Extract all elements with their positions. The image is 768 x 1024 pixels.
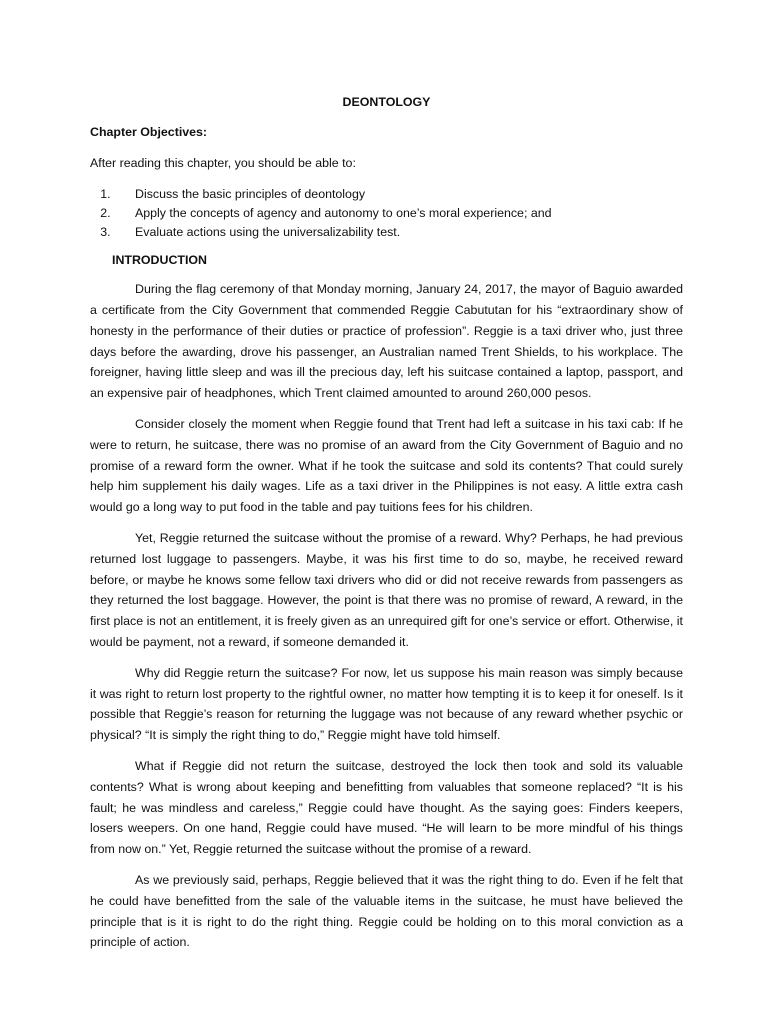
body-paragraph: What if Reggie did not return the suitcase, destroyed the lock then took and sold its valuable contents? What is wrong about keeping and benefitting from valuables that someone replaced? “It is his fault; he was mindless and careless,” Reggie could have thought. As the saying goes: Finders keepers, losers weepers. On one hand, Reggie could have mused. “He will learn to be more mindful of his things from now on.” Yet, Reggie returned the suitcase without the promise of a reward.: [90, 758, 683, 857]
objectives-intro: After reading this chapter, you should be able to:: [90, 155, 356, 170]
objective-item: 2. Apply the concepts of agency and autonomy to one’s moral experience; and: [114, 204, 683, 223]
body-paragraph: During the flag ceremony of that Monday morning, January 24, 2017, the mayor of Baguio awarded a certificate from the City Government that commended Reggie Cabututan for his “extraordinary show of honesty in the performance of their duties or practice of profession”. Reggie is a taxi driver who, just three days before the awarding, drove his passenger, an Australian named Trent Shields, to his workplace. The foreigner, having little sleep and was ill the precious day, left his suitcase contained a laptop, passport, and an expensive pair of headphones, which Trent claimed amounted to around 260,000 pesos.: [90, 282, 683, 401]
objective-item: 1. Discuss the basic principles of deontology: [114, 185, 683, 204]
body-paragraph: Consider closely the moment when Reggie found that Trent had left a suitcase in his taxi cab: If he were to return, he suitcase, there was no promise of an award from the City Government of Baguio and no promise of a reward form the owner. What if he took the suitcase and sold its contents? That could surely help him supplement his daily wages. Life as a taxi driver in the Philippines is not easy. A little extra cash would go a long way to put food in the table and pay tuitions fees for his children.: [90, 416, 683, 515]
objectives-heading: Chapter Objectives:: [90, 124, 208, 139]
introduction-heading: INTRODUCTION: [112, 253, 207, 268]
document-title: DEONTOLOGY: [342, 95, 431, 109]
body-paragraph: Yet, Reggie returned the suitcase without the promise of a reward. Why? Perhaps, he had previous returned lost luggage to passengers. Maybe, it was his first time to do so, maybe, he received reward before, or maybe he knows some fellow taxi drivers who did or did not receive rewards from passengers as they returned the lost baggage. However, the point is that there was no promise of reward, A reward, in the first place is not an entitlement, it is freely given as an unrequired gift for one’s service or effort. Otherwise, it would be payment, not a reward, if someone demanded it.: [90, 530, 683, 649]
objectives-list: [90, 185, 683, 242]
body-paragraph: Why did Reggie return the suitcase? For now, let us suppose his main reason was simply because it was right to return lost property to the rightful owner, no matter how tempting it is to keep it for oneself. Is it possible that Reggie’s reason for returning the luggage was not because of any reward whether psychic or physical? “It is simply the right thing to do,” Reggie might have told himself.: [90, 665, 683, 743]
objective-item: 3. Evaluate actions using the universalizability test.: [114, 223, 683, 242]
body-paragraph: As we previously said, perhaps, Reggie believed that it was the right thing to do. Even if he felt that he could have benefitted from the sale of the valuable items in the suitcase, he must have believed the principle that is it is right to do the right thing. Reggie could be holding on to this moral conviction as a principle of action.: [90, 872, 683, 950]
